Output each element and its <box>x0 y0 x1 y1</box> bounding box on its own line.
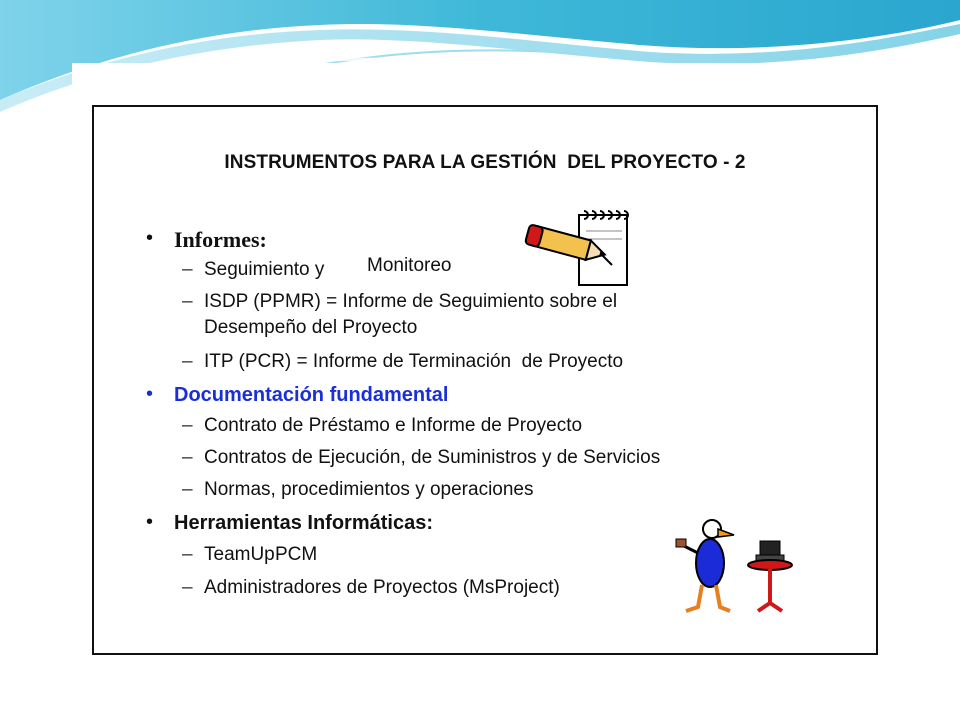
dash: – <box>182 259 193 280</box>
list-item: ITP (PCR) = Informe de Terminación de Proyecto <box>204 351 624 372</box>
bullet-dot: • <box>146 383 154 405</box>
list-item: Monitoreo <box>367 255 452 276</box>
slide-frame <box>92 105 878 655</box>
notepad-pencil-clipart-icon <box>524 207 634 292</box>
dash: – <box>182 544 193 565</box>
dash: – <box>182 291 193 312</box>
list-item: Contratos de Ejecución, de Suministros y de Servicios <box>204 447 661 468</box>
section-heading-documentacion: Documentación fundamental <box>174 384 449 406</box>
section-heading-informes: Informes: <box>174 227 267 252</box>
list-item: Contrato de Préstamo e Informe de Proyecto <box>204 415 583 436</box>
dash: – <box>182 351 193 372</box>
bullet-dot: • <box>146 511 154 533</box>
list-item: Desempeño del Proyecto <box>204 317 418 338</box>
list-item: PCM <box>275 544 318 565</box>
slide-title: INSTRUMENTOS PARA LA GESTIÓN DEL PROYECTO - 2 <box>224 152 746 173</box>
list-item: Administradores de Proyectos (MsProject) <box>204 577 560 598</box>
duck-computer-clipart-icon <box>672 515 802 615</box>
dash: – <box>182 447 193 468</box>
bullet-dot: • <box>146 227 154 249</box>
dash: – <box>182 577 193 598</box>
dash: – <box>182 415 193 436</box>
list-item: TeamUp <box>204 544 275 565</box>
section-heading-herramientas: Herramientas Informáticas: <box>174 512 433 534</box>
list-item: ISDP (PPMR) = Informe de Seguimiento sobre el <box>204 291 618 312</box>
dash: – <box>182 479 193 500</box>
list-item: Normas, procedimientos y operaciones <box>204 479 534 500</box>
list-item: Seguimiento y <box>204 259 335 280</box>
